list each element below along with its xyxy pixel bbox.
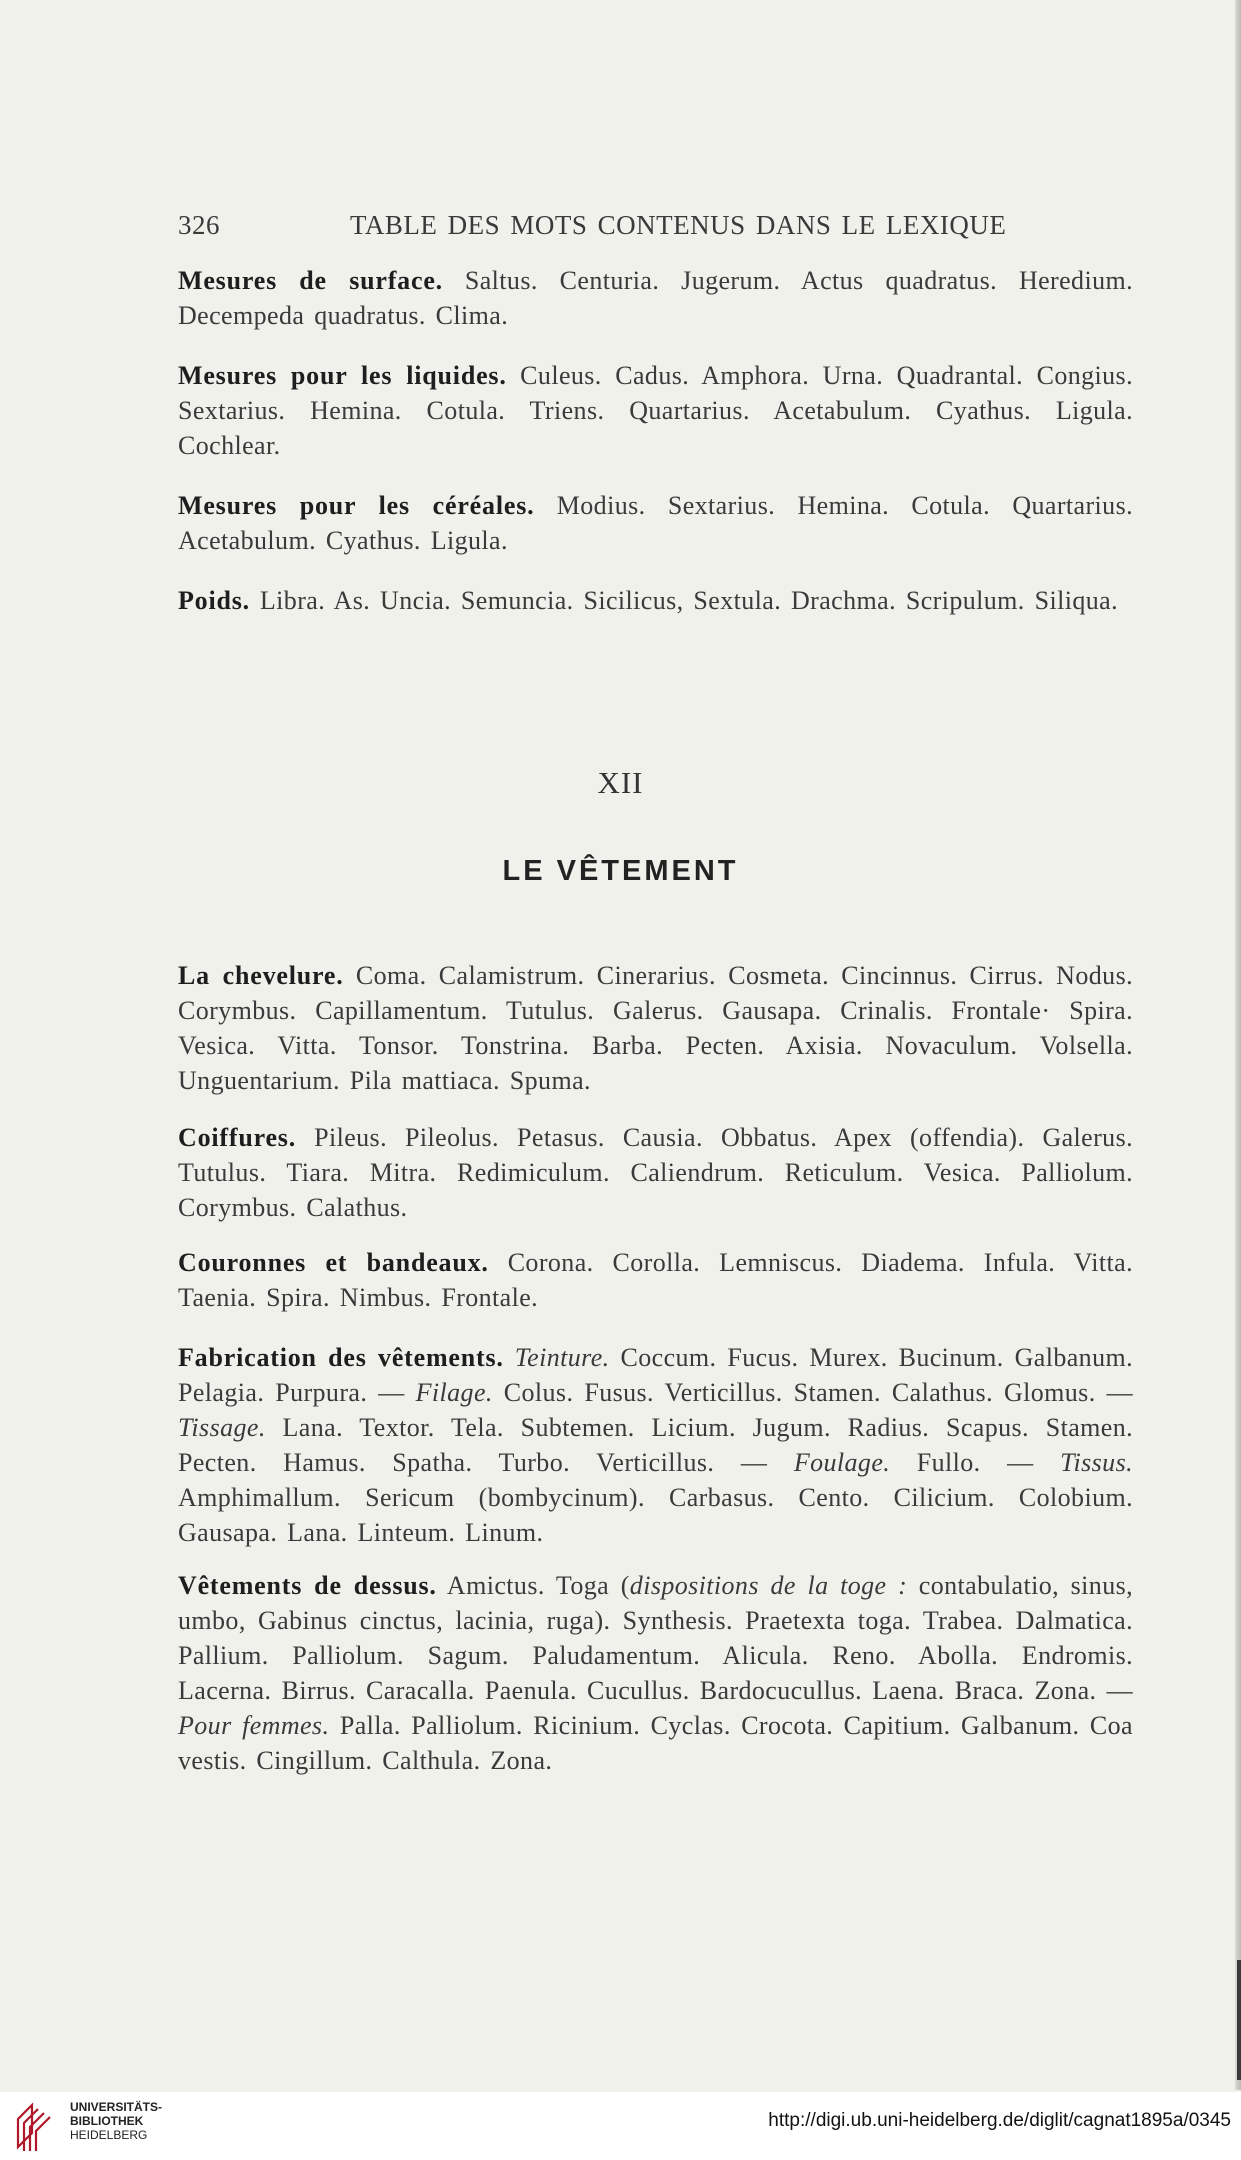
source-url-link[interactable]: http://digi.ub.uni-heidelberg.de/diglit/cagnat1895a/0345 [768,2110,1231,2131]
library-name-line: UNIVERSITÄTS- [70,2100,163,2114]
library-logo-icon [12,2097,60,2153]
section-text: Coma. Calamistrum. Cinerarius. Cosmeta. Cincinnus. Cirrus. Nodus. Corymbus. Capillamentum. Tutulus. Galerus. Gausapa. Crinalis. Frontale· Spira. Vesica. Vitta. Tonsor. Tonstrina. Barba. Pecten. Axisia. Novaculum. Volsella. Unguentarium. Pila mattiaca. Spuma. [178,961,1133,1095]
fabrication-part-italic: Tissage. [178,1413,266,1442]
library-name-line: HEIDELBERG [70,2128,148,2142]
section-mesures-cereales [178,488,1133,558]
section-heading: Mesures pour les liquides. [178,361,507,390]
fabrication-part-italic: Filage. [415,1378,493,1407]
edge-mark [1237,1960,1241,2080]
fabrication-part-italic: Foulage. [793,1448,891,1477]
dessus-part: contabulatio, sinus, umbo, Gabinus cinctus, lacinia, ruga). Synthesis. Praetexta toga. Trabea. Dalmatica. Pallium. Palliolum. Sagum. Paludamentum. Alicula. Reno. Abolla. Endromis. Lacerna. Birrus. Caracalla. Paenula. Cucullus. Bardocucullus. Laena. Braca. Zona. — [178,1571,1134,1705]
section-fabrication [178,1340,1133,1550]
section-heading: Poids. [178,586,250,615]
dessus-part-italic: Pour femmes. [178,1711,330,1740]
dessus-part-italic: dispositions de la toge : [629,1571,908,1600]
library-name-line: BIBLIOTHEK [70,2114,144,2128]
section-mesures-surface [178,263,1133,333]
section-chevelure [178,958,1133,1098]
fabrication-part: Lana. Textor. Tela. Subtemen. Licium. Jugum. Radius. Scapus. Stamen. Pecten. Hamus. Spatha. Turbo. Verticillus. — [178,1413,1133,1477]
page-number: 326 [178,210,220,240]
section-heading: Mesures de surface. [178,266,443,295]
section-poids [178,583,1133,618]
section-text: Saltus. Centuria. Jugerum. Actus quadratus. Heredium. Decempeda quadratus. Clima. [178,266,1134,330]
section-heading: Fabrication des vêtements. [178,1343,504,1372]
section-text: Libra. As. Uncia. Semuncia. Sicilicus, Sextula. Drachma. Scripulum. Siliqua. [249,586,1118,615]
section-coiffures [178,1120,1133,1225]
section-heading: La chevelure. [178,961,344,990]
running-title: TABLE DES MOTS CONTENUS DANS LE LEXIQUE [350,210,1007,240]
section-heading: Couronnes et bandeaux. [178,1248,489,1277]
dessus-part: Palla. Palliolum. Ricinium. Cyclas. Crocota. Capitium. Galbanum. Coa vestis. Cingillum. Calthula. Zona. [178,1711,1133,1775]
fabrication-part-italic: Tissus. [1060,1448,1133,1477]
section-heading: Mesures pour les céréales. [178,491,535,520]
section-couronnes [178,1245,1133,1315]
fabrication-part: Fullo. — [890,1448,1061,1477]
section-text: Culeus. Cadus. Amphora. Urna. Quadrantal. Congius. Sextarius. Hemina. Cotula. Triens. Quartarius. Acetabulum. Cyathus. Ligula. Cochlear. [178,361,1133,460]
section-text: Pileus. Pileolus. Petasus. Causia. Obbatus. Apex (offendia). Galerus. Tutulus. Tiara. Mitra. Redimiculum. Caliendrum. Reticulum. Vesica. Palliolum. Corymbus. Calathus. [178,1123,1133,1222]
fabrication-part: Amphimallum. Sericum (bombycinum). Carbasus. Cento. Cilicium. Colobium. Gausapa. Lana. Linteum. Linum. [178,1483,1133,1547]
fabrication-part: Coccum. Fucus. Murex. Bucinum. Galbanum. Pelagia. Purpura. — [178,1343,1133,1407]
section-text: Corona. Corolla. Lemniscus. Diadema. Infula. Vitta. Taenia. Spira. Nimbus. Frontale. [178,1248,1133,1312]
section-heading: Vêtements de dessus. [178,1571,437,1600]
library-name [70,2100,162,2142]
chapter-title: LE VÊTEMENT [502,855,739,887]
fabrication-part: Colus. Fusus. Verticillus. Stamen. Calathus. Glomus. — [492,1378,1133,1407]
section-text: Modius. Sextarius. Hemina. Cotula. Quartarius. Acetabulum. Cyathus. Ligula. [178,491,1133,555]
chapter-number: XII [597,765,644,800]
dessus-part: Amictus. Toga ( [436,1571,630,1600]
section-vetements-dessus [178,1568,1133,1778]
fabrication-part-italic: Teinture. [514,1343,610,1372]
section-mesures-liquides [178,358,1133,463]
page-edge [1235,0,1241,2090]
section-heading: Coiffures. [178,1123,297,1152]
